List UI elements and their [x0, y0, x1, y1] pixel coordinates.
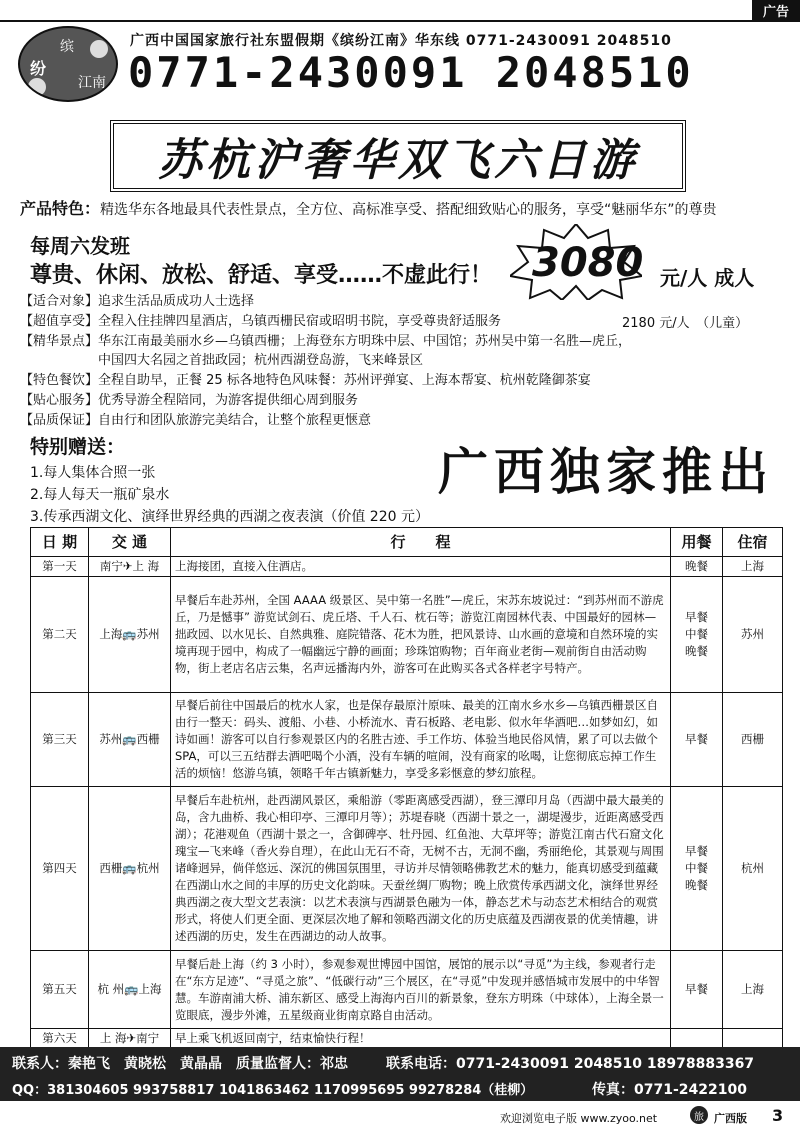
slogan: 尊贵、休闲、放松、舒适、享受……不虚此行！: [30, 263, 493, 288]
trip-cell: 早餐后赴上海（约 3 小时），参观参观世博园中国馆，展馆的展示以“寻觅”为主线，参观者行走在“东方足迹”、“寻觅之旅”、“低碳行动”三个展区，在“寻觅”中发现并感悟城市发展中的中华智慧。车游南浦大桥、浦东新区、感受上海海内百川的新景象，登东方明珠（中球体），上海全景一览眼底，漫步外滩，五星级商业街南京路自由活动。: [171, 951, 671, 1029]
header-line: 广西中国国家旅行社东盟假期《缤纷江南》华东线 0771-2430091 2048510: [130, 33, 672, 49]
meal-cell: [671, 1029, 723, 1049]
edition-badge-icon: 旅: [690, 1106, 708, 1124]
feature-text: 精选华东各地最具代表性景点，全方位、高标准享受、搭配细致贴心的服务，享受“魅丽华东”的尊贵: [100, 202, 717, 218]
stay-cell: 上海: [723, 557, 783, 577]
row-item: 【品质保证】自由行和团队旅游完美结合，让整个旅程更惬意: [20, 412, 372, 428]
exclusive-headline: 广西独家推出: [438, 443, 774, 501]
footer-phones: 联系电话：0771-2430091 2048510 18978883367: [386, 1056, 755, 1072]
stay-cell: 苏州: [723, 577, 783, 693]
day-cell: 第一天: [31, 557, 89, 577]
header-meal: 用餐: [671, 528, 723, 557]
transport-cell: 苏州🚌西栅: [89, 693, 171, 787]
table-row: [31, 951, 783, 1029]
stay-cell: 上海: [723, 951, 783, 1029]
meal-cell: 早餐: [671, 951, 723, 1029]
flower-icon: [28, 78, 46, 96]
flower-icon: [90, 40, 108, 58]
banner-title: 苏杭沪奢华双飞六日游: [158, 135, 638, 186]
day-cell: 第三天: [31, 693, 89, 787]
row-item: 【贴心服务】优秀导游全程陪同，为游客提供细心周到服务: [20, 392, 359, 408]
header-itinerary: 行 程: [171, 528, 671, 557]
footer-qq: QQ：381304605 993758817 1041863462 1170995695 99278284（桂柳）: [12, 1083, 534, 1098]
table-row: [31, 577, 783, 693]
page-number: 3: [772, 1106, 784, 1125]
header-date: 日 期: [31, 528, 89, 557]
day-cell: 第五天: [31, 951, 89, 1029]
child-price: 2180 元/人 （儿童）: [622, 316, 749, 331]
transport-cell: 杭 州🚌上海: [89, 951, 171, 1029]
meal-cell: 早餐 中餐 晚餐: [671, 787, 723, 951]
edition-label: 广西版: [714, 1112, 747, 1125]
header-transport: 交 通: [89, 528, 171, 557]
departure: 每周六发班: [30, 234, 130, 258]
big-phone: 0771-2430091 2048510: [128, 48, 694, 97]
logo-char: 纷: [30, 59, 47, 78]
day-cell: 第四天: [31, 787, 89, 951]
row-item: 【精华景点】华东江南最美丽水乡—乌镇西栅；上海登东方明珠中层、中国馆；苏州吴中第一名胜—虎丘，: [20, 333, 632, 349]
table-row: [31, 693, 783, 787]
meal-cell: 晚餐: [671, 557, 723, 577]
feature-label: 产品特色：: [20, 199, 101, 218]
day-cell: 第六天: [31, 1029, 89, 1049]
meal-cell: 早餐 中餐 晚餐: [671, 577, 723, 693]
transport-cell: 上海🚌苏州: [89, 577, 171, 693]
bottom-note: 欢迎浏览电子版 www.zyoo.net: [500, 1112, 658, 1125]
gift-item: 3.传承西湖文化、演绎世界经典的西湖之夜表演（价值 220 元）: [30, 509, 429, 525]
gifts-title: 特别赠送：: [30, 436, 126, 458]
logo: [18, 26, 118, 102]
header-stay: 住宿: [723, 528, 783, 557]
table-header-row: [31, 528, 783, 557]
price-amount: 3080: [532, 240, 644, 286]
trip-cell: 早餐后车赴杭州，赴西湖风景区，乘船游（零距离感受西湖），登三潭印月岛（西湖中最大最美的岛，含九曲桥、我心相印亭、三潭印月等）；苏堤春晓（西湖十景之一，湖堤漫步，近距离感受西湖）；花港观鱼（西湖十景之一，含御碑亭、牡丹园、红鱼池、大草坪等；游览江南古代石窟文化瑰宝—飞来峰（香火券自理），在此山无石不奇，无树不古，无洞不幽，秀丽绝伦，其景观与周围诸峰迥异，倘佯悠远、深沉的佛国氛围里，寻访并尽情领略佛教艺术的魅力，能真切感受到蕴藏在西湖山水之间的丰厚的历史文化韵味。天蚕丝绸厂购物；晚上欣赏传承西湖文化，演绎世界经典西湖之夜大型文艺表演：以艺术表演与西湖景色融为一体，静态艺术与动态艺术相结合的观赏形式，将使人们更全面、更深层次地了解和领略西湖文化的历史底蕴及西湖夜景的优美情趣，讲述西湖的历史，发生在西湖边的动人故事。: [171, 787, 671, 951]
row-item: 【超值享受】全程入住挂牌四星酒店，乌镇西栅民宿或昭明书院，享受尊贵舒适服务: [20, 313, 502, 329]
stay-cell: 西栅: [723, 693, 783, 787]
transport-cell: 上 海✈南宁: [89, 1029, 171, 1049]
meal-cell: 早餐: [671, 693, 723, 787]
trip-cell: 上海接团，直接入住酒店。: [171, 557, 671, 577]
row-item: 中国四大名园之首拙政园；杭州西湖登岛游，飞来峰景区: [20, 353, 424, 369]
price-unit: 元/人 成人: [660, 266, 755, 290]
feature-line: [20, 196, 717, 219]
trip-cell: 早上乘飞机返回南宁，结束愉快行程！: [171, 1029, 671, 1049]
row-item: 【适合对象】追求生活品质成功人士选择: [20, 294, 255, 309]
day-cell: 第二天: [31, 577, 89, 693]
logo-char: 缤: [60, 39, 74, 55]
top-rule: [0, 20, 800, 22]
gift-item: 1.每人集体合照一张: [30, 465, 156, 481]
transport-cell: 西栅🚌杭州: [89, 787, 171, 951]
ad-tag: 广告: [752, 0, 800, 20]
footer-contacts: 联系人：秦艳飞 黄晓松 黄晶晶 质量监督人：祁忠: [12, 1056, 348, 1072]
table-row: [31, 557, 783, 577]
stay-cell: 杭州: [723, 787, 783, 951]
logo-char: 江南: [78, 75, 106, 91]
row-item: 【特色餐饮】全程自助早，正餐 25 标各地特色风味餐：苏州评弹宴、上海本帮宴、杭州乾隆御茶宴: [20, 373, 591, 389]
footer-fax: 传真：0771-2422100: [592, 1082, 747, 1098]
table-row: [31, 1029, 783, 1049]
stay-cell: [723, 1029, 783, 1049]
trip-cell: 早餐后前往中国最后的枕水人家，也是保存最原汁原味、最美的江南水乡水乡—乌镇西栅景区自由行一整天：码头、渡船、小巷、小桥流水、青石板路、老电影、似水年华酒吧…如梦如幻，如诗如画！游客可以自行参观景区内的名胜古迹、手工作坊、体验当地民俗风情，累了可以去做个 SPA，可以三五结群去酒吧喝个小酒，没有车辆的喧闹，没有商家的吆喝，让您彻底忘掉工作生活的烦恼！悠游乌镇，领略千年古镇新魅力，享受多彩惬意的梦幻旅程。: [171, 693, 671, 787]
feature-rows: [20, 292, 631, 431]
itinerary-table: [30, 527, 783, 1049]
banner: [110, 120, 686, 192]
table-row: [31, 787, 783, 951]
transport-cell: 南宁✈上 海: [89, 557, 171, 577]
trip-cell: 早餐后车赴苏州，全国 AAAA 级景区、吴中第一名胜”—虎丘，宋苏东坡说过：“到苏州而不游虎丘，乃是憾事” 游览试剑石、虎丘塔、千人石、枕石等；游览江南园林代表、中国最好的园林—拙政园、以水见长、自然典雅、庭院错落、花木为胜，把风景诗、山水画的意境和自然环境的实境再现于园中，构成了一幅幽远宁静的画面；珍珠馆购物；百年商业老街—观前街自由活动购物，街上老店名店云集，名声远播海内外，游客可在此购买各式各样老字号特产。: [171, 577, 671, 693]
gift-item: 2.每人每天一瓶矿泉水: [30, 487, 170, 503]
